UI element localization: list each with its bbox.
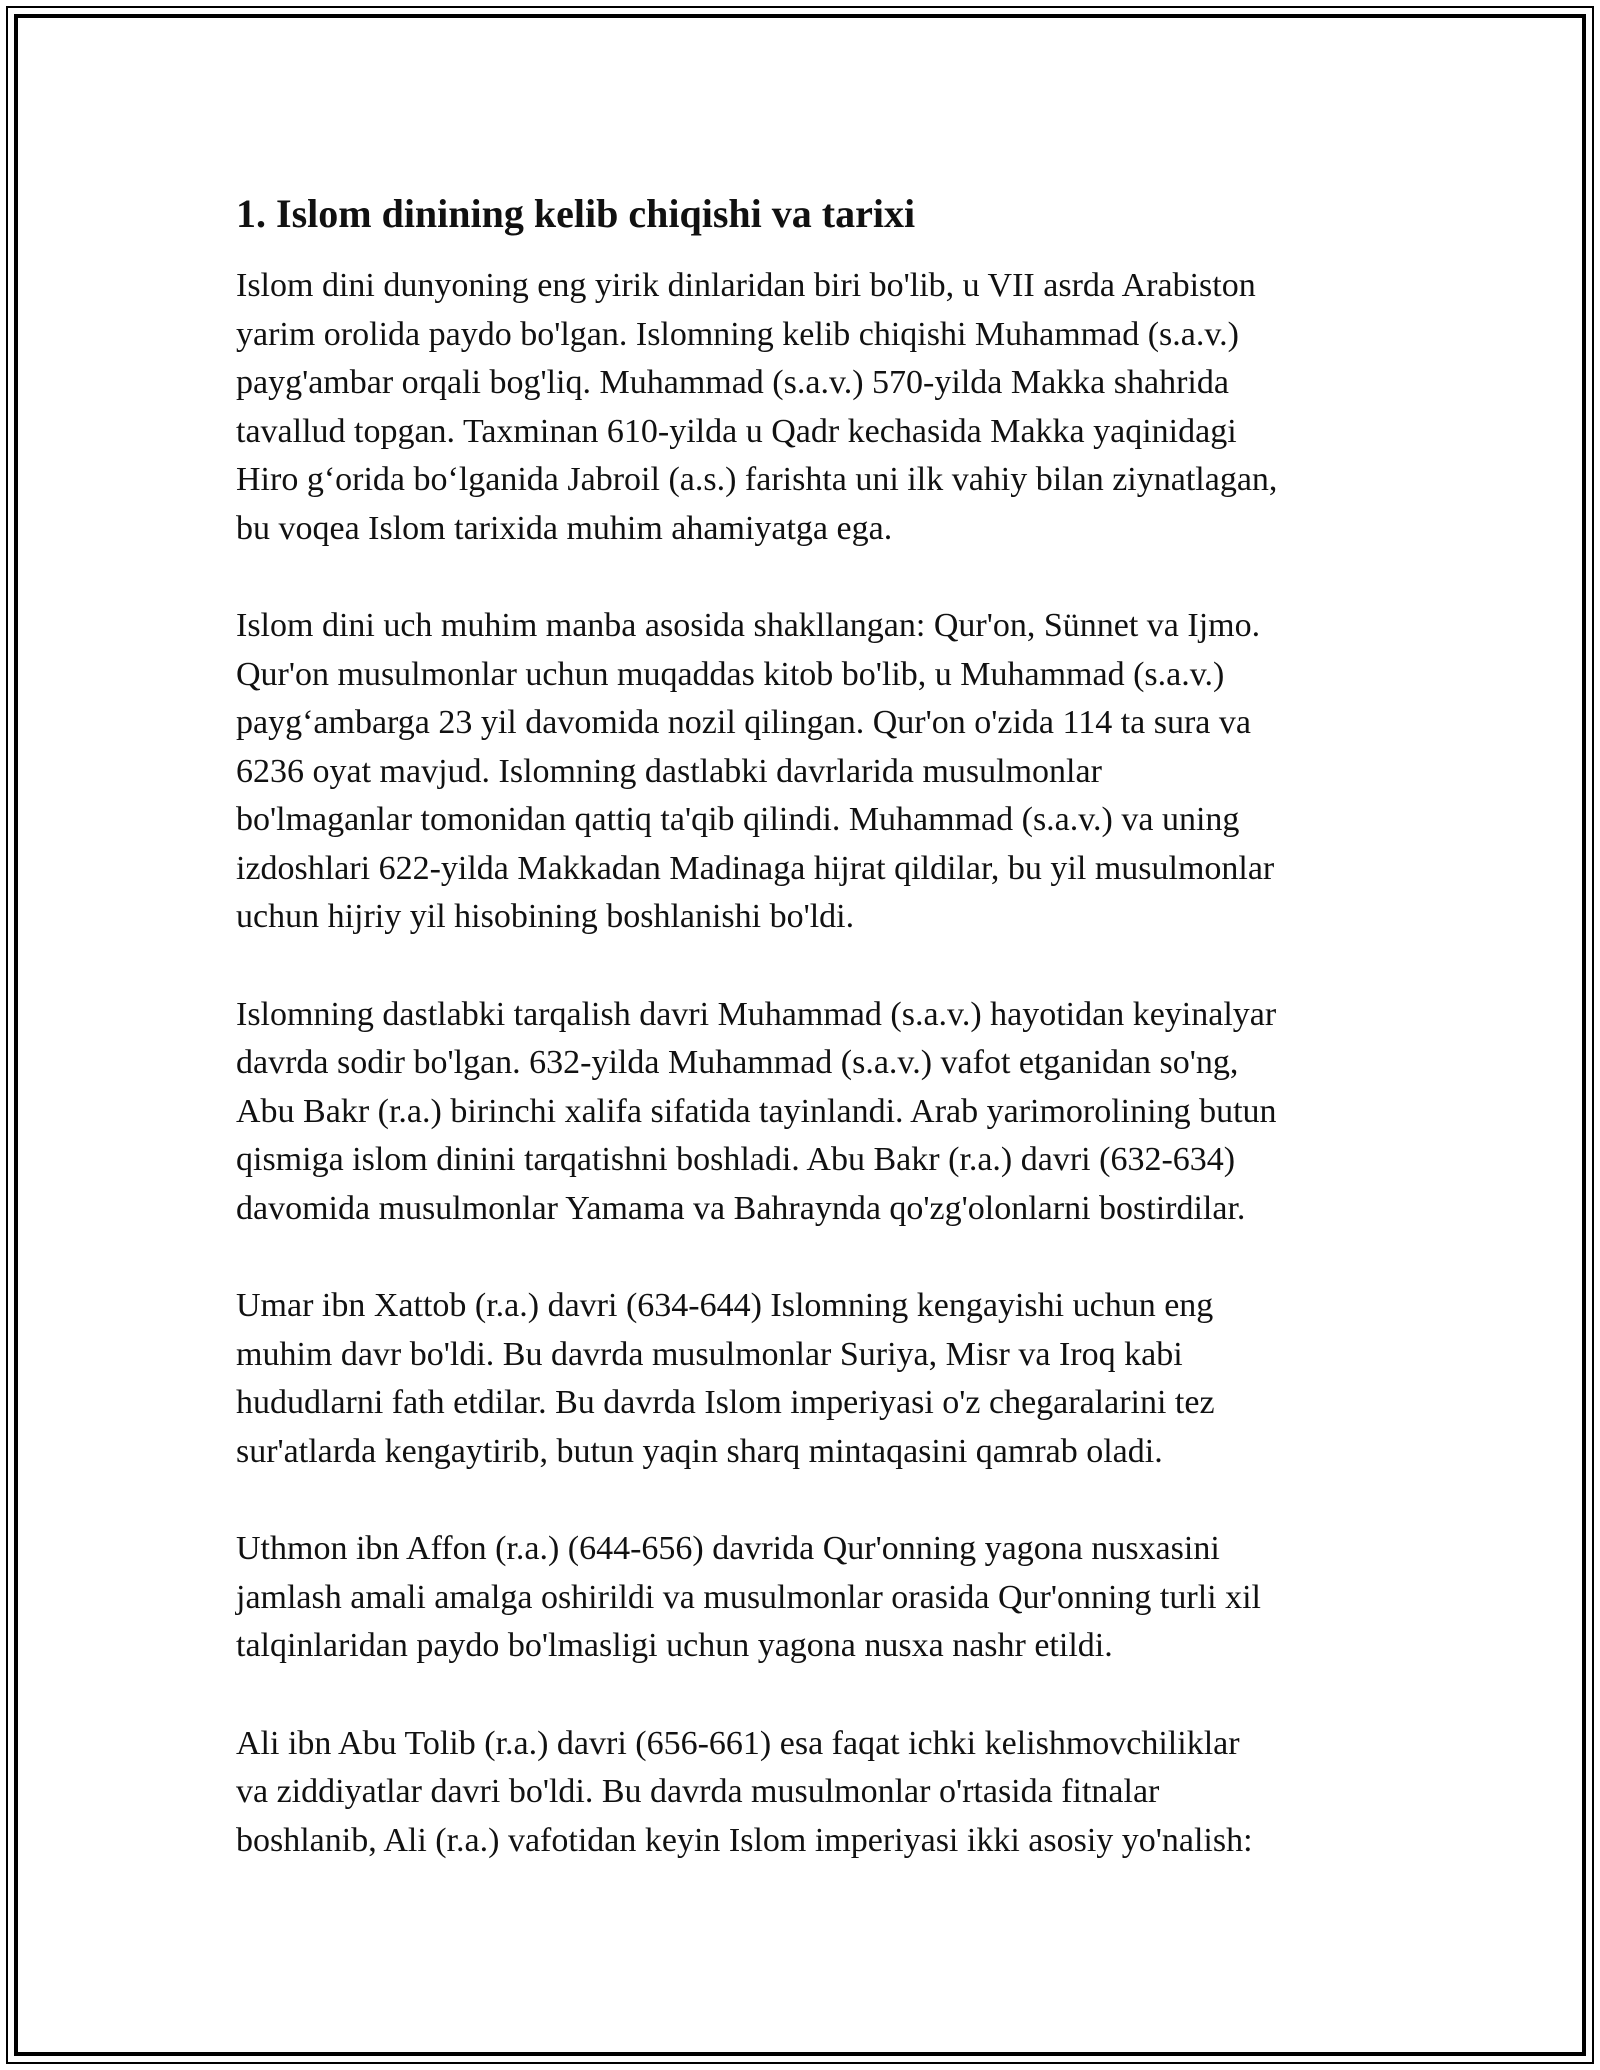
text-line: Islom dini dunyoning eng yirik dinlaridan biri bo'lib, u VII asrda Arabiston (236, 267, 1256, 304)
text-line: va ziddiyatlar davri bo'ldi. Bu davrda musulmonlar o'rtasida fitnalar (236, 1773, 1160, 1810)
paragraph-sources (236, 602, 1376, 942)
text-line: davomida musulmonlar Yamama va Bahraynda qo'zg'olonlarni bostirdilar. (236, 1189, 1246, 1227)
text-line: muhim davr bo'ldi. Bu davrda musulmonlar Suriya, Misr va Iroq kabi (236, 1335, 1183, 1373)
text-line: talqinlaridan paydo bo'lmasligi uchun yagona nusxa nashr etildi. (236, 1627, 1113, 1664)
paragraph-umar (236, 1282, 1376, 1476)
text-line: Hiro g‘orida bo‘lganida Jabroil (a.s.) farishta uni ilk vahiy bilan ziynatlagan, (236, 461, 1278, 498)
text-line: Ali ibn Abu Tolib (r.a.) davri (656-661) esa faqat ichki kelishmovchiliklar (236, 1724, 1240, 1762)
text-line: uchun hijriy yil hisobining boshlanishi bo'ldi. (236, 898, 855, 935)
text-line: payg'ambar orqali bog'liq. Muhammad (s.a.v.) 570-yilda Makka shahrida (236, 364, 1229, 401)
text-line: bu voqea Islom tarixida muhim ahamiyatga ega. (236, 509, 893, 547)
text-line: jamlash amali amalga oshirildi va musulmonlar orasida Qur'onning turli xil (236, 1578, 1261, 1616)
text-line: Abu Bakr (r.a.) birinchi xalifa sifatida tayinlandi. Arab yarimorolining butun (236, 1092, 1277, 1130)
text-line: Uthmon ibn Affon (r.a.) (644-656) davrida Qur'onning yagona nusxasini (236, 1530, 1220, 1567)
text-line: izdoshlari 622-yilda Makkadan Madinaga hijrat qildilar, bu yil musulmonlar (236, 849, 1275, 887)
text-line: davrda sodir bo'lgan. 632-yilda Muhammad (s.a.v.) vafot etganidan so'ng, (236, 1044, 1239, 1081)
section-heading: 1. Islom dinining kelib chiqishi va tarixi (236, 191, 916, 236)
text-line: payg‘ambarga 23 yil davomida nozil qilingan. Qur'on o'zida 114 ta sura va (236, 704, 1251, 741)
text-line: sur'atlarda kengaytirib, butun yaqin sharq mintaqasini qamrab oladi. (236, 1432, 1163, 1470)
text-line: boshlanib, Ali (r.a.) vafotidan keyin Islom imperiyasi ikki asosiy yo'nalish: (236, 1821, 1253, 1859)
text-line: Qur'on musulmonlar uchun muqaddas kitob bo'lib, u Muhammad (s.a.v.) (236, 655, 1225, 693)
paragraph-uthmon (236, 1525, 1376, 1671)
text-line: qismiga islom dinini tarqatishni boshladi. Abu Bakr (r.a.) davri (632-634) (236, 1141, 1236, 1178)
paragraph-early-spread (236, 991, 1376, 1234)
text-line: Islom dini uch muhim manba asosida shakllangan: Qur'on, Sünnet va Ijmo. (236, 607, 1261, 644)
text-line: hududlarni fath etdilar. Bu davrda Islom imperiyasi o'z chegaralarini tez (236, 1384, 1215, 1421)
text-line: Islomning dastlabki tarqalish davri Muhammad (s.a.v.) hayotidan keyinalyar (236, 995, 1277, 1033)
paragraph-origin (236, 262, 1376, 553)
paragraph-ali (236, 1720, 1376, 1866)
text-line: yarim orolida paydo bo'lgan. Islomning kelib chiqishi Muhammad (s.a.v.) (236, 315, 1239, 353)
text-line: tavallud topgan. Taxminan 610-yilda u Qadr kechasida Makka yaqinidagi (236, 412, 1237, 450)
text-line: Umar ibn Xattob (r.a.) davri (634-644) Islomning kengayishi uchun eng (236, 1287, 1214, 1324)
text-line: 6236 oyat mavjud. Islomning dastlabki davrlarida musulmonlar (236, 752, 1102, 790)
text-line: bo'lmaganlar tomonidan qattiq ta'qib qilindi. Muhammad (s.a.v.) va uning (236, 801, 1240, 838)
document-body (236, 188, 1376, 1914)
